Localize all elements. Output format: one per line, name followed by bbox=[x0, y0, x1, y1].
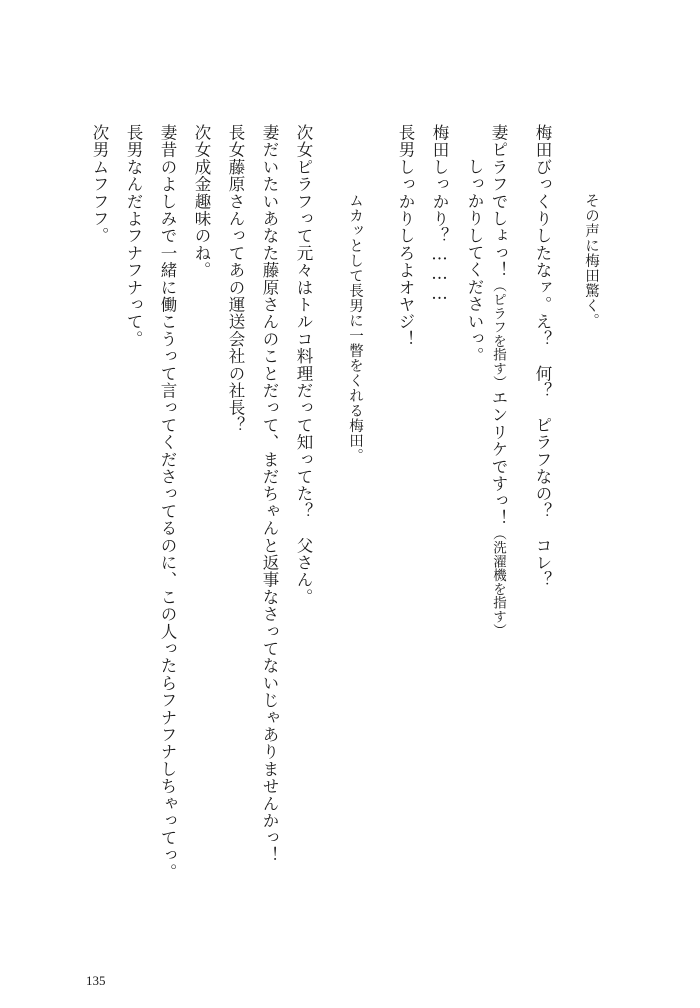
speaker-name: 梅田 bbox=[533, 124, 552, 159]
speaker-name: 妻 bbox=[260, 124, 279, 142]
dialogue-line bbox=[257, 124, 277, 864]
speaker-name: 長男 bbox=[124, 124, 143, 159]
dialogue-text: エンリケですっ！ bbox=[489, 389, 508, 527]
speaker-name: 妻 bbox=[489, 124, 508, 142]
speaker-name: 次男 bbox=[90, 124, 109, 159]
dialogue-line bbox=[121, 124, 141, 348]
speaker-name: 次女 bbox=[192, 124, 211, 159]
dialogue-line bbox=[155, 124, 175, 881]
dialogue-line bbox=[530, 124, 550, 588]
dialogue-text: びっくりしたなァ。え？ 何？ ピラフなの？ コレ？ bbox=[533, 158, 552, 589]
dialogue-line bbox=[291, 124, 311, 606]
dialogue-text: 藤原さんってあの運送会社の社長？ bbox=[226, 158, 245, 434]
dialogue-text: ピラフって元々はトルコ料理だって知ってた？ 父さん。 bbox=[294, 158, 313, 606]
speaker-name: 梅田 bbox=[430, 124, 449, 159]
stage-direction-text: その声に梅田驚く。 bbox=[583, 193, 599, 328]
dialogue-line bbox=[87, 124, 107, 244]
speaker-name: 長女 bbox=[226, 124, 245, 159]
dialogue-line bbox=[189, 124, 209, 279]
dialogue-text: 成金趣味のね。 bbox=[192, 158, 211, 279]
stage-direction bbox=[342, 193, 362, 463]
dialogue-text: だいたいあなた藤原さんのことだって、まだちゃんと返事なさってないじゃありませんかっ！ bbox=[260, 141, 279, 864]
speaker-name: 長男 bbox=[396, 124, 415, 159]
dialogue-text: ピラフでしょっ！ bbox=[489, 141, 508, 279]
dialogue-line bbox=[393, 124, 413, 348]
dialogue-text: しっかりしろよオヤジ！ bbox=[396, 158, 415, 348]
speaker-name: 妻 bbox=[158, 124, 177, 142]
dialogue-line bbox=[223, 124, 243, 434]
dialogue-text: しっかり？……… bbox=[430, 158, 449, 304]
dialogue-text: なんだよフナフナって。 bbox=[124, 158, 143, 348]
dialogue-text: 昔のよしみで一緒に働こうって言ってくださってるのに、この人ったらフナフナしちゃってっ。 bbox=[158, 141, 177, 881]
dialogue-continuation bbox=[462, 158, 482, 364]
dialogue-line bbox=[427, 124, 447, 304]
dialogue-text: しっかりしてくださいっ。 bbox=[465, 158, 484, 365]
stage-note: （洗濯機を指す） bbox=[490, 526, 506, 638]
speaker-name: 次女 bbox=[294, 124, 313, 159]
page-number: 135 bbox=[86, 973, 106, 988]
dialogue-line bbox=[489, 124, 516, 638]
dialogue-text: ムフフフ。 bbox=[90, 158, 109, 245]
stage-direction-text: ムカッとして長男に一瞥をくれる梅田。 bbox=[347, 193, 363, 463]
stage-direction bbox=[578, 193, 598, 328]
stage-note: （ピラフを指す） bbox=[490, 278, 506, 390]
